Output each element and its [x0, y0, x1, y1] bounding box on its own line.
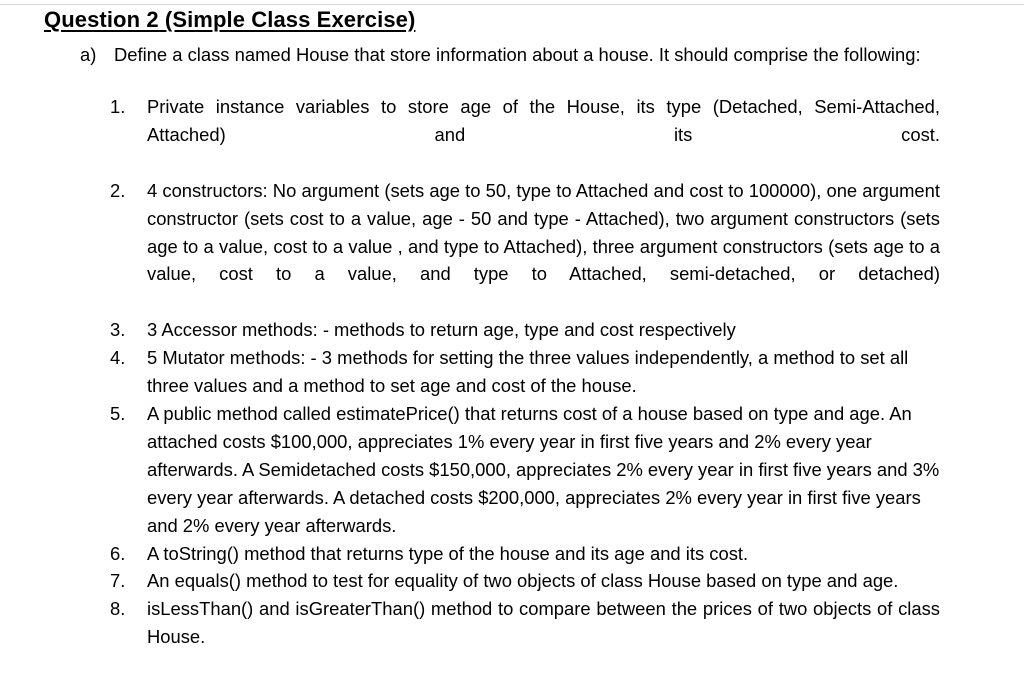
part-a [80, 41, 940, 69]
list-item-text: 4 constructors: No argument (sets age to 50, type to Attached and cost to 100000), one argument constructor (sets cost to a value, age - 50 and type - Attached), two argument constructors (sets age to a value, cost to a value , and type to Attached), three argument constructors (sets age to a value, cost to a value, and type to Attached, semi-detached, or detached) [147, 179, 940, 285]
list-item-number: 4. [110, 347, 126, 369]
list-item-number: 7. [110, 570, 126, 592]
list-item-text: Private instance variables to store age of the House, its type (Detached, Semi-Attached, Attached) and its cost. [147, 96, 940, 145]
list-item-number: 1. [110, 96, 126, 117]
list-item-text: A public method called estimatePrice() that returns cost of a house based on type and age. An attached costs $100,000, appreciates 1% every year in first five years and 2% every year afterwards. A Semidetached costs $150,000, appreciates 2% every year in first five years and 3% every year afterwards. A detached costs $200,000, appreciates 2% every year in first five years and 2% every year afterwards. [147, 402, 940, 536]
list-item-text: isLessThan() and isGreaterThan() method to compare between the prices of two objects of class House. [147, 598, 940, 648]
list-item-number: 3. [110, 319, 126, 341]
list-item-text: 3 Accessor methods: - methods to return age, type and cost respectively [147, 319, 736, 341]
list-item [110, 400, 940, 540]
requirements-list [110, 93, 940, 679]
part-a-label: a) [80, 44, 97, 65]
part-a-text: Define a class named House that store information about a house. It should comprise the following: [114, 44, 921, 65]
list-item [110, 316, 940, 344]
list-item-number: 8. [110, 598, 126, 620]
list-item [110, 595, 940, 679]
list-item-text: An equals() method to test for equality of two objects of class House based on type and age. [147, 570, 899, 592]
list-item-text: 5 Mutator methods: - 3 methods for setting the three values independently, a method to set all three values and a method to set age and cost of the house. [147, 347, 909, 397]
list-item [110, 177, 940, 317]
top-divider [0, 4, 1024, 5]
list-item [110, 540, 940, 568]
list-item [110, 567, 940, 595]
list-item-number: 6. [110, 542, 126, 564]
list-item-number: 2. [110, 179, 126, 201]
list-item-text: A toString() method that returns type of the house and its age and its cost. [147, 542, 749, 564]
list-item-number: 5. [110, 402, 126, 424]
list-item [110, 93, 940, 177]
list-item [110, 344, 940, 400]
question-title: Question 2 (Simple Class Exercise) [44, 7, 416, 32]
